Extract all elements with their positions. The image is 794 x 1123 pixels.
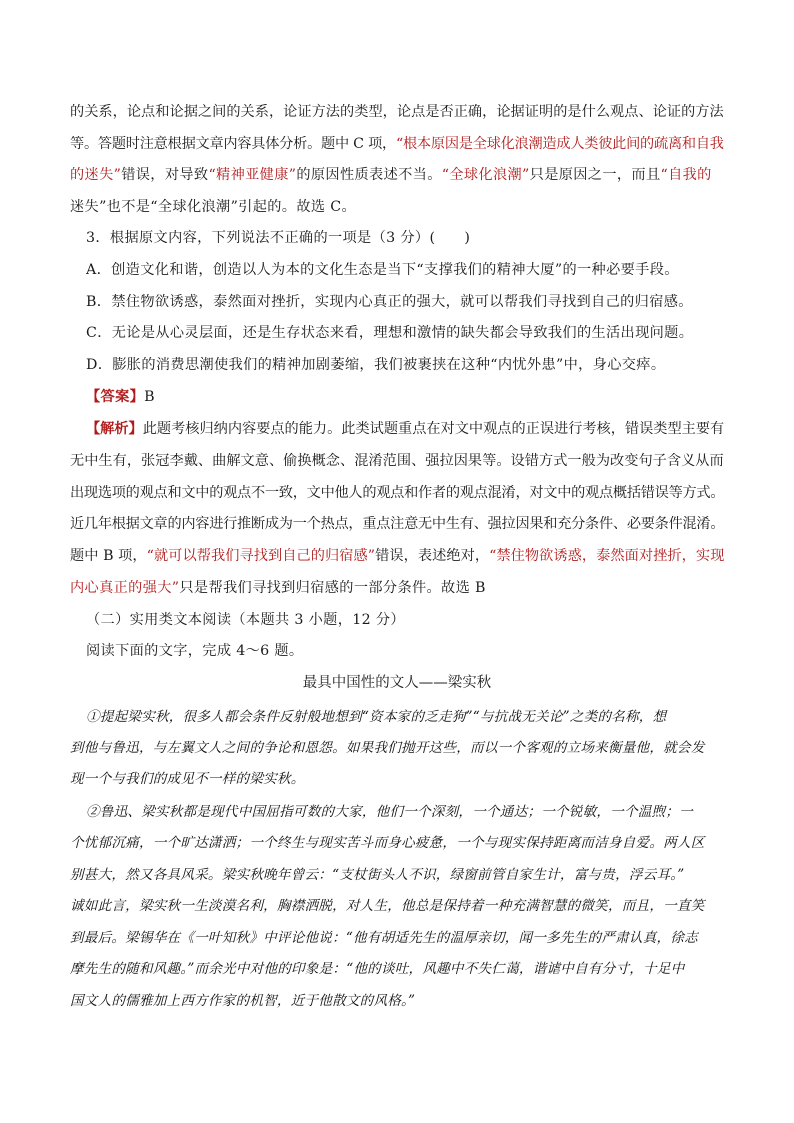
analysis-line-4: 近几年根据文章的内容进行推断成为一个热点，重点注意无中生有、强拉因果和充分条件、必要条件混淆。 xyxy=(70,516,725,532)
paragraph-2-line-1: ②鲁迅、梁实秋都是现代中国屈指可数的大家，他们一个深刻，一个通达；一个锐敏，一个温煦；一 xyxy=(86,804,693,820)
paragraph-2-line-5: 到最后。梁锡华在《一叶知秋》中评论他说：“他有胡适先生的温厚亲切，闻一多先生的严肃认真，徐志 xyxy=(70,930,698,946)
explanation-line-2: 等。答题时注意根据文章内容具体分析。题中 C 项，“根本原因是全球化浪潮造成人类彼此间的疏离和自我 xyxy=(70,136,724,152)
analysis-line-5: 题中 B 项，“就可以帮我们寻找到自己的归宿感”错误，表述绝对，“禁住物欲诱惑，泰然面对挫折，实现 xyxy=(70,548,725,564)
explanation-line-3: 的迷失”错误，对导致“精神亚健康”的原因性质表述不当。“全球化浪潮”只是原因之一，而且“自我的 xyxy=(70,167,712,183)
paragraph-2-line-7: 国文人的儒雅加上西方作家的机智，近于他散文的风格。” xyxy=(70,993,416,1009)
paragraph-2-line-6: 摩先生的随和风趣。”而余光中对他的印象是：“他的谈吐，风趣中不失仁蔼，谐谑中自有分寸，十足中 xyxy=(70,961,685,977)
article-title: 最具中国性的文人——梁实秋 xyxy=(302,675,492,691)
paragraph-1-line-3: 现一个与我们的成见不一样的梁实秋。 xyxy=(70,771,305,787)
explanation-line-4: 迷失”也不是“全球化浪潮”引起的。故选 C。 xyxy=(70,199,357,215)
paragraph-2-line-3: 别甚大，然又各具风采。梁实秋晚年曾云：“支杖街头人不识，绿窗前管自家生计，富与贵，浮云耳。” xyxy=(70,867,685,883)
option-b: B．禁住物欲诱惑，泰然面对挫折，实现内心真正的强大，就可以帮我们寻找到自己的归宿感。 xyxy=(86,294,693,310)
option-a: A．创造文化和谐，创造以人为本的文化生态是当下“支撑我们的精神大厦”的一种必要手段。 xyxy=(86,262,679,278)
question-3-stem: 3．根据原文内容，下列说法不正确的一项是（3 分）( ) xyxy=(86,230,471,246)
analysis-line-6: 内心真正的强大”只是帮我们寻找到归宿感的一部分条件。故选 B xyxy=(70,580,486,596)
explanation-line-1: 的关系，论点和论据之间的关系，论证方法的类型，论点是否正确，论据证明的是什么观点、论证的方法 xyxy=(70,104,724,120)
analysis-line-2: 无中生有，张冠李戴、曲解文意、偷换概念、混淆范围、强拉因果等。设错方式一般为改变句子含义从而 xyxy=(70,453,724,469)
paragraph-1-line-2: 到他与鲁迅，与左翼文人之间的争论和恩怨。如果我们抛开这些，而以一个客观的立场来衡量他，就会发 xyxy=(70,740,705,756)
section-heading: （二）实用类文本阅读（本题共 3 小题，12 分） xyxy=(86,612,405,628)
analysis-line-1: 【解析】此题考核归纳内容要点的能力。此类试题重点在对文中观点的正误进行考核，错误类型主要有 xyxy=(86,421,725,437)
paragraph-1-line-1: ①提起梁实秋，很多人都会条件反射般地想到“资本家的乏走狗”“与抗战无关论”之类的名称，想 xyxy=(86,709,667,725)
answer-label: 【答案】 xyxy=(86,389,145,405)
paragraph-2-line-2: 个忧郁沉痛，一个旷达潇洒；一个终生与现实苦斗而身心疲惫，一个与现实保持距离而洁身自爱。两人区 xyxy=(70,835,705,851)
option-d: D．膨胀的消费思潮使我们的精神加剧萎缩，我们被裹挟在这种“内忧外患”中，身心交瘁。 xyxy=(86,357,666,373)
section-instruction: 阅读下面的文字，完成 4～6 题。 xyxy=(86,643,304,659)
answer-line xyxy=(86,387,155,407)
answer-value: B xyxy=(144,389,155,405)
option-c: C．无论是从心灵层面，还是生存状态来看，理想和激情的缺失都会导致我们的生活出现问题。 xyxy=(86,325,694,341)
analysis-label: 【解析】 xyxy=(86,421,143,437)
paragraph-2-line-4: 诚如此言，梁实秋一生淡漠名利，胸襟洒脱，对人生，他总是保持着一种充满智慧的微笑，而且，一直笑 xyxy=(70,898,705,914)
analysis-line-3: 出现选项的观点和文中的观点不一致，文中他人的观点和作者的观点混淆，对文中的观点概括错误等方式。 xyxy=(70,485,725,501)
